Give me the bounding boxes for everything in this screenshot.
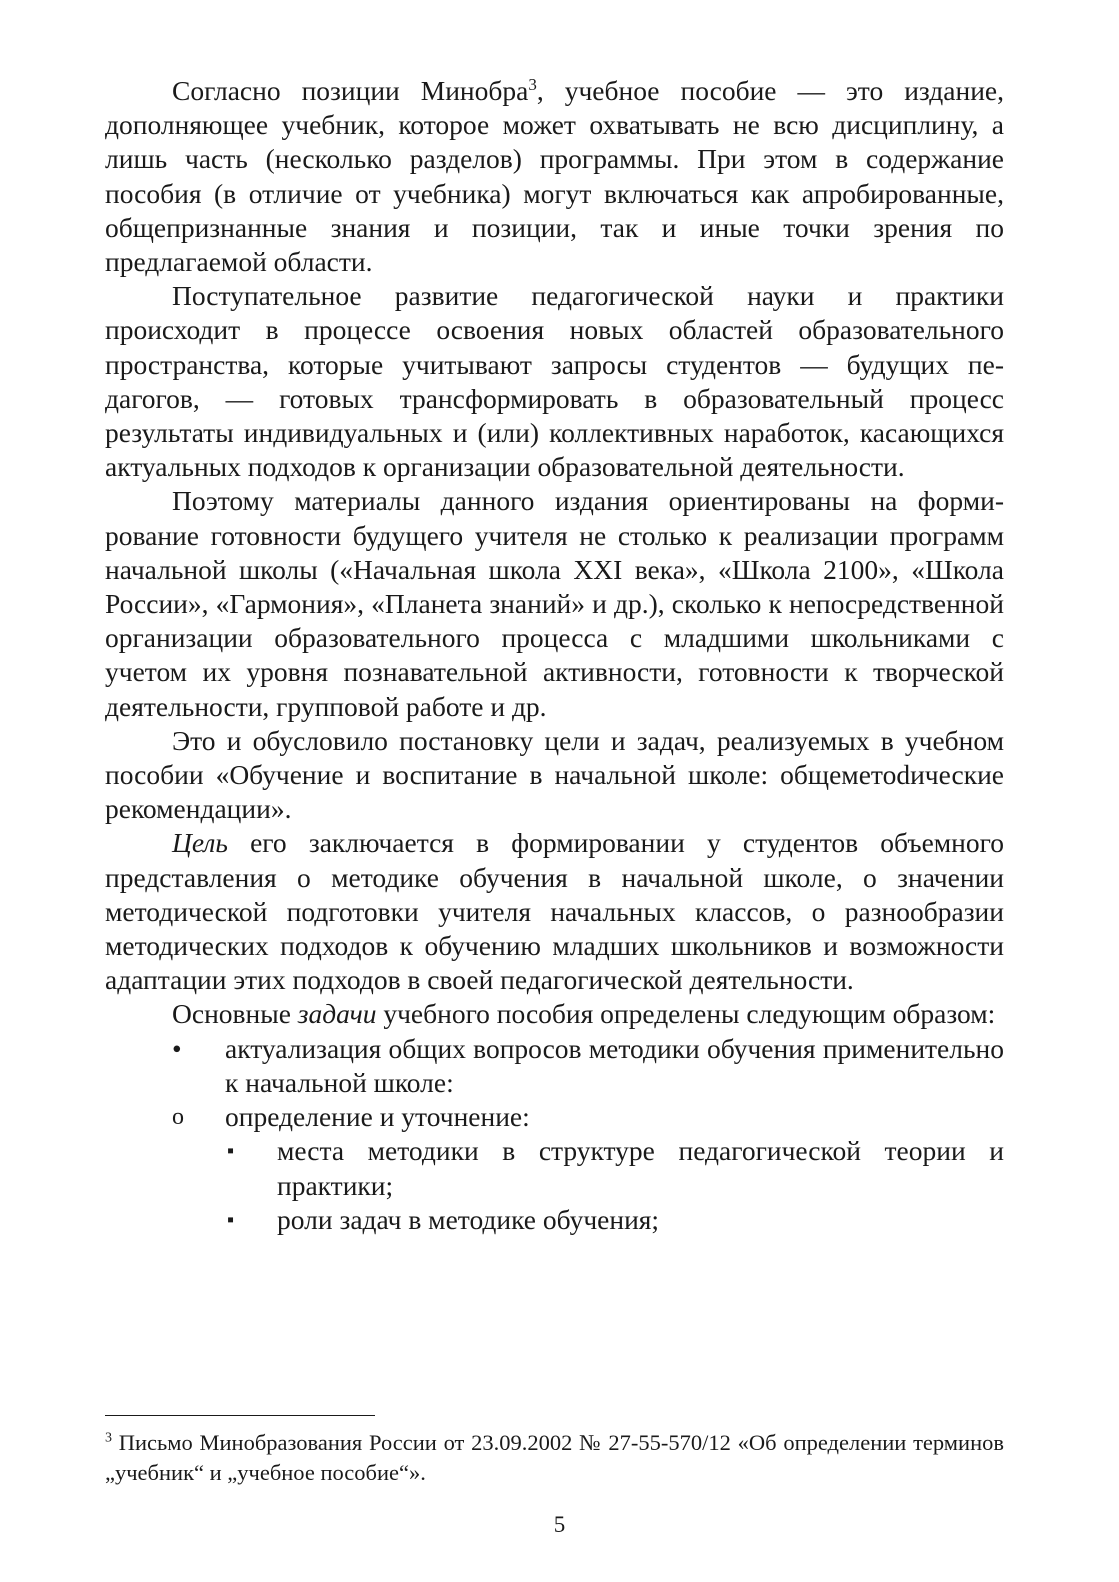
bullet-square-icon: ▪ xyxy=(227,1208,235,1231)
list-item-text: актуализация общих вопросов методики обучения применительно к начальной школе: xyxy=(225,1032,1004,1098)
paragraph-6 xyxy=(105,997,1004,1031)
paragraph-6-text-start: Основные xyxy=(172,998,298,1030)
list-item-text: определение и уточнение: xyxy=(225,1101,530,1133)
paragraph-3: Поэтому материалы данного издания ориентированы на формирование готовности будущего учителя не столько к реализации программ начальной школы («Начальная школа XXI века», «Школа 2100», «Школа России», «Гармония», «Планета знаний» и др.), сколько к непосредственной организации образовательного процесса с младшими школьниками с учетом их уровня познавательной активности, готовности к творческой деятельности, групповой работе и др. xyxy=(105,485,1004,722)
footnote-reference[interactable]: 3 xyxy=(528,74,537,94)
tasks-term: задачи xyxy=(297,998,377,1030)
paragraph-2: Поступательное развитие педагогической науки и практики происходит в процессе освоения новых областей образовательного пространства, которые учитывают запросы студентов — будущих педагогов, — готовых трансформировать в образовательный процесс результаты индивидуальных и (или) коллективных наработок, касающихся актуальных подходов к организации образовательной деятельности. xyxy=(105,280,1004,483)
page-number: 5 xyxy=(553,1512,566,1537)
footnote xyxy=(105,1428,1004,1488)
paragraph-1 xyxy=(105,74,1004,279)
paragraph-6-text-end: учебного пособия определены следующим образом: xyxy=(376,998,996,1030)
list-item-text: роли задач в методике обучения; xyxy=(277,1203,660,1235)
goal-term: Цель xyxy=(172,827,228,859)
bullet-circle-icon: o xyxy=(172,1104,184,1131)
footnote-text: Письмо Минобразования России от 23.09.2002 № 27-55-570/12 «Об определении терминов „учебник“ и „учебное пособие“». xyxy=(105,1430,1004,1485)
paragraph-1-text-end: , учебное пособие — это издание, дополняющее учебник, которое может охватывать не всю дисциплину, а лишь часть (несколько разделов) программы. При этом в содержание пособия (в отличие от учебника) могут включаться как апробированные, общепризнанные знания и позиции, так и иные точки зрения по предлагаемой области. xyxy=(105,75,1004,278)
paragraph-5-text: его заключается в формировании у студентов объемного представления о методике обучения в начальной школе, о значении методической подготовки учителя начальных классов, о разнообразии методических подходов к обучению младших школьников и возможности адаптации этих подходов в своей педагогической деятельности. xyxy=(105,827,1004,996)
paragraph-4: Это и обусловило постановку цели и задач, реализуемых в учебном пособии «Обучение и воспитание в начальной школе: общеметоdические рекомендации». xyxy=(105,724,1004,825)
footnote-divider xyxy=(105,1415,375,1416)
list-item-text: места методики в структуре педагогической теории и практики; xyxy=(277,1135,1004,1201)
list-item-level-2 xyxy=(105,1100,1004,1134)
list-item-level-3 xyxy=(105,1134,1004,1202)
main-text xyxy=(105,74,1004,1237)
bullet-square-icon: ▪ xyxy=(227,1140,235,1163)
paragraph-1-text-start: Согласно позиции Минобра xyxy=(172,75,529,106)
list-item-level-3 xyxy=(105,1203,1004,1237)
bullet-dot-icon: • xyxy=(172,1032,182,1064)
list-item-level-1 xyxy=(105,1032,1004,1100)
footnote-number: 3 xyxy=(105,1430,112,1446)
paragraph-5 xyxy=(105,826,1004,997)
